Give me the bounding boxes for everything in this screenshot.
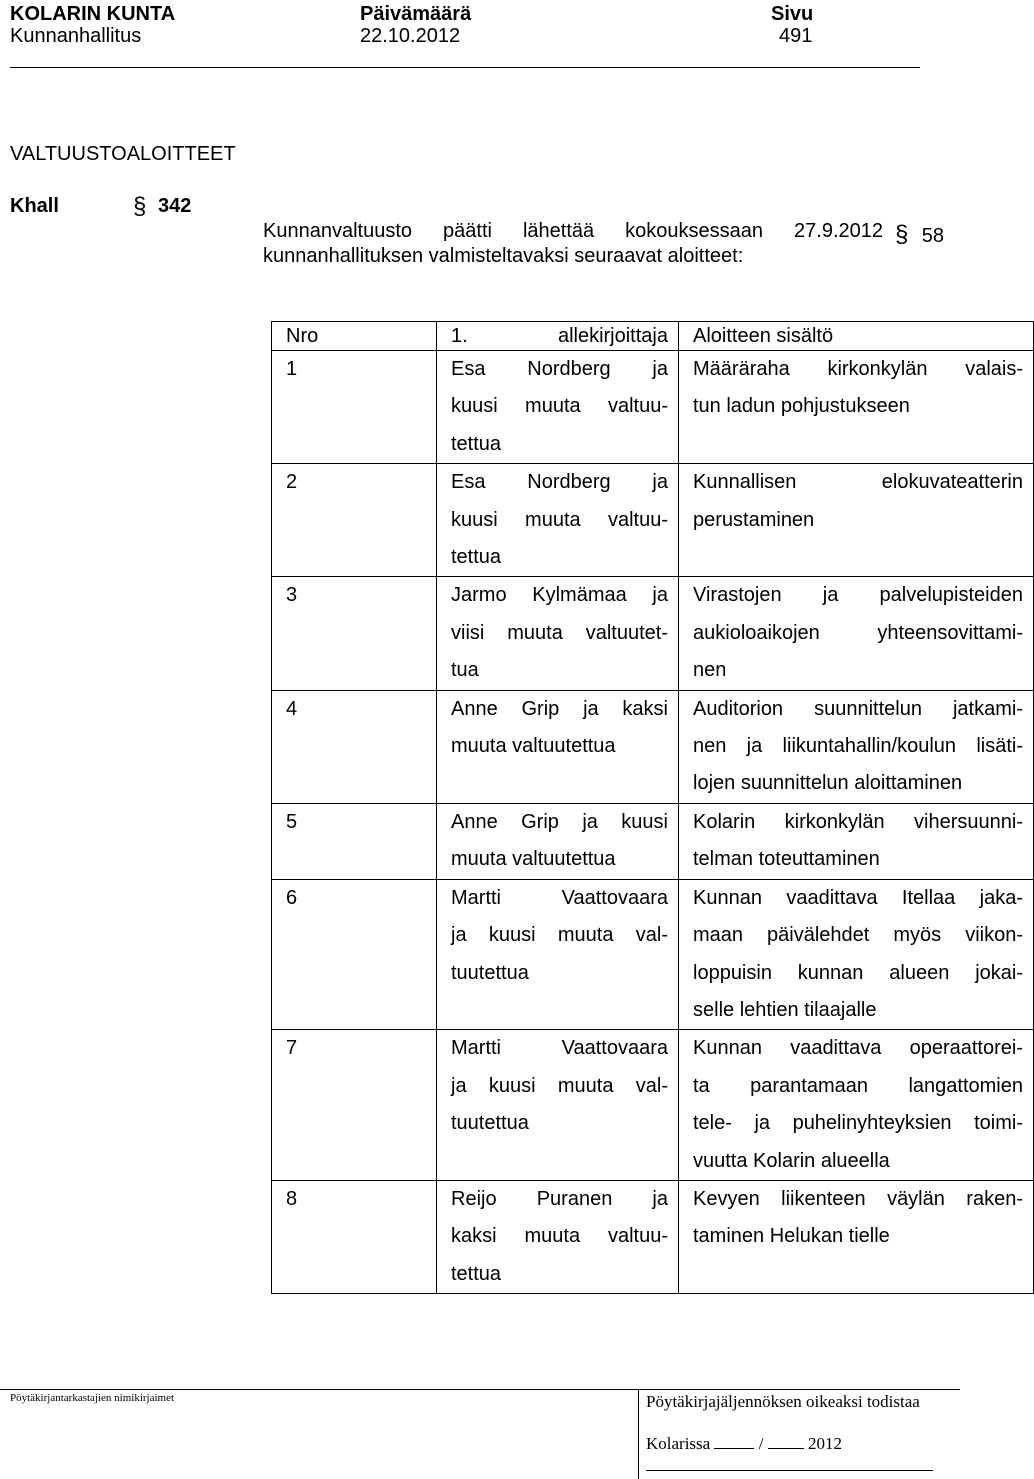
row-signers-line: Esa Nordberg ja: [451, 471, 668, 494]
row-signers: [437, 1030, 679, 1181]
row-content-line: Auditorion suunnittelun jatkami-: [693, 697, 1023, 720]
row-signers: [437, 464, 679, 577]
table-row: [272, 1180, 1034, 1293]
intro-line-2: kunnanhallituksen valmisteltavaksi seuraavat aloitteet:: [263, 245, 744, 267]
row-signers-line: tua: [451, 659, 479, 682]
footer-place: Kolarissa: [646, 1434, 711, 1453]
row-content-line: nen: [693, 659, 727, 682]
row-signers: [437, 803, 679, 879]
row-number: 2: [272, 464, 437, 577]
month-blank: [768, 1434, 804, 1449]
table-header-row: [272, 322, 1034, 351]
intro-paragraph-mark: §: [895, 221, 909, 248]
footer-divider: [638, 1389, 639, 1479]
row-content: [679, 577, 1034, 690]
table-row: [272, 879, 1034, 1030]
day-blank: [714, 1434, 754, 1449]
row-number: 3: [272, 577, 437, 690]
table-row: [272, 351, 1034, 464]
row-signers-line: kuusi muuta valtuu-: [451, 395, 668, 418]
row-content-line: Kunnan vaadittava operaattorei-: [693, 1037, 1023, 1060]
row-content-line: lojen suunnittelun aloittaminen: [693, 772, 963, 795]
row-content-line: Määräraha kirkonkylän valais-: [693, 358, 1023, 380]
row-signers: [437, 879, 679, 1030]
intro-paragraph-ref: [895, 221, 944, 249]
row-signers-line: tuutettua: [451, 1112, 529, 1135]
row-signers-line: Anne Grip ja kaksi: [451, 697, 668, 720]
header-content: Aloitteen sisältö: [679, 322, 1034, 351]
row-content: [679, 879, 1034, 1030]
intro-line-1: Kunnanvaltuusto päätti lähettää kokouksessaan 27.9.2012: [263, 220, 883, 242]
row-signers: [437, 1180, 679, 1293]
row-signers-line: kuusi muuta valtuu-: [451, 508, 668, 531]
row-content: [679, 803, 1034, 879]
date-label: Päivämäärä: [360, 3, 472, 25]
table-row: [272, 464, 1034, 577]
row-signers-line: tettua: [451, 546, 502, 569]
row-content-line: Virastojen ja palvelupisteiden: [693, 584, 1023, 607]
page-number: 491: [779, 25, 813, 47]
table-row: [272, 1030, 1034, 1181]
signature-line: [646, 1470, 933, 1471]
row-content: [679, 1180, 1034, 1293]
row-signers-line: muuta valtuutettua: [451, 848, 616, 871]
row-signers-line: ja kuusi muuta val-: [451, 1074, 668, 1097]
row-content-line: Kunnan vaadittava Itellaa jaka-: [693, 886, 1023, 909]
row-signers-line: tettua: [451, 1262, 502, 1285]
row-signers-line: Jarmo Kylmämaa ja: [451, 584, 668, 607]
row-signers-line: Esa Nordberg ja: [451, 358, 668, 380]
row-content-line: nen ja liikuntahallin/koulun lisäti-: [693, 735, 1023, 758]
row-signers-line: Martti Vaattovaara: [451, 1037, 668, 1060]
row-content-line: telman toteuttaminen: [693, 848, 880, 871]
row-content-line: taminen Helukan tielle: [693, 1225, 890, 1248]
footer-year: 2012: [807, 1434, 842, 1453]
footer-rule: [0, 1389, 960, 1390]
row-content-line: vuutta Kolarin alueella: [693, 1149, 890, 1172]
row-signers: [437, 690, 679, 803]
row-content-line: aukioloaikojen yhteensovittami-: [693, 621, 1023, 644]
table-body: [272, 351, 1034, 1294]
row-signers: [437, 351, 679, 464]
header-nro: Nro: [272, 322, 437, 351]
row-signers-line: tettua: [451, 432, 502, 455]
body-name: Kunnanhallitus: [10, 25, 142, 47]
row-signers-line: muuta valtuutettua: [451, 735, 616, 758]
footer-slash: /: [758, 1434, 764, 1453]
footer-certification-label: Pöytäkirjajäljennöksen oikeaksi todistaa: [646, 1392, 920, 1411]
footer-initials-label: Pöytäkirjantarkastajien nimikirjaimet: [10, 1392, 175, 1404]
org-name: KOLARIN KUNTA: [10, 3, 176, 25]
initiatives-table: [271, 321, 1034, 1294]
date-value: 22.10.2012: [360, 25, 461, 47]
header-signer: 1. allekirjoittaja: [437, 322, 679, 351]
paragraph-mark: §: [133, 193, 147, 220]
row-content-line: Kevyen liikenteen väylän raken-: [693, 1187, 1023, 1210]
row-content-line: ta parantamaan langattomien: [693, 1074, 1023, 1097]
row-content: [679, 690, 1034, 803]
row-signers-line: Anne Grip ja kuusi: [451, 810, 668, 833]
table-row: [272, 577, 1034, 690]
table-row: [272, 690, 1034, 803]
row-content: [679, 1030, 1034, 1181]
row-content-line: tun ladun pohjustukseen: [693, 395, 910, 418]
row-signers-line: viisi muuta valtuutet-: [451, 621, 668, 644]
row-content-line: maan päivälehdet myös viikon-: [693, 924, 1023, 947]
row-content: [679, 351, 1034, 464]
row-number: 8: [272, 1180, 437, 1293]
row-number: 7: [272, 1030, 437, 1181]
table-row: [272, 803, 1034, 879]
row-content-line: selle lehtien tilaajalle: [693, 998, 877, 1021]
row-signers-line: Reijo Puranen ja: [451, 1187, 668, 1210]
row-content-line: perustaminen: [693, 508, 815, 531]
row-content-line: Kunnallisen elokuvateatterin: [693, 471, 1023, 494]
row-content-line: Kolarin kirkonkylän vihersuunni-: [693, 810, 1023, 833]
row-number: 1: [272, 351, 437, 464]
section-label: Khall: [10, 195, 59, 217]
row-signers-line: Martti Vaattovaara: [451, 886, 668, 909]
row-number: 4: [272, 690, 437, 803]
section-title: VALTUUSTOALOITTEET: [10, 143, 236, 165]
row-signers-line: kaksi muuta valtuu-: [451, 1225, 668, 1248]
header-rule: [10, 67, 920, 68]
row-number: 5: [272, 803, 437, 879]
row-signers: [437, 577, 679, 690]
intro-paragraph-number: 58: [921, 225, 944, 247]
row-content-line: loppuisin kunnan alueen jokai-: [693, 961, 1023, 984]
row-signers-line: ja kuusi muuta val-: [451, 924, 668, 947]
row-signers-line: tuutettua: [451, 961, 529, 984]
row-number: 6: [272, 879, 437, 1030]
page-label: Sivu: [771, 3, 814, 25]
section-number: 342: [158, 195, 192, 217]
row-content-line: tele- ja puhelinyhteyksien toimi-: [693, 1112, 1023, 1135]
footer-place-date: [646, 1434, 842, 1454]
row-content: [679, 464, 1034, 577]
